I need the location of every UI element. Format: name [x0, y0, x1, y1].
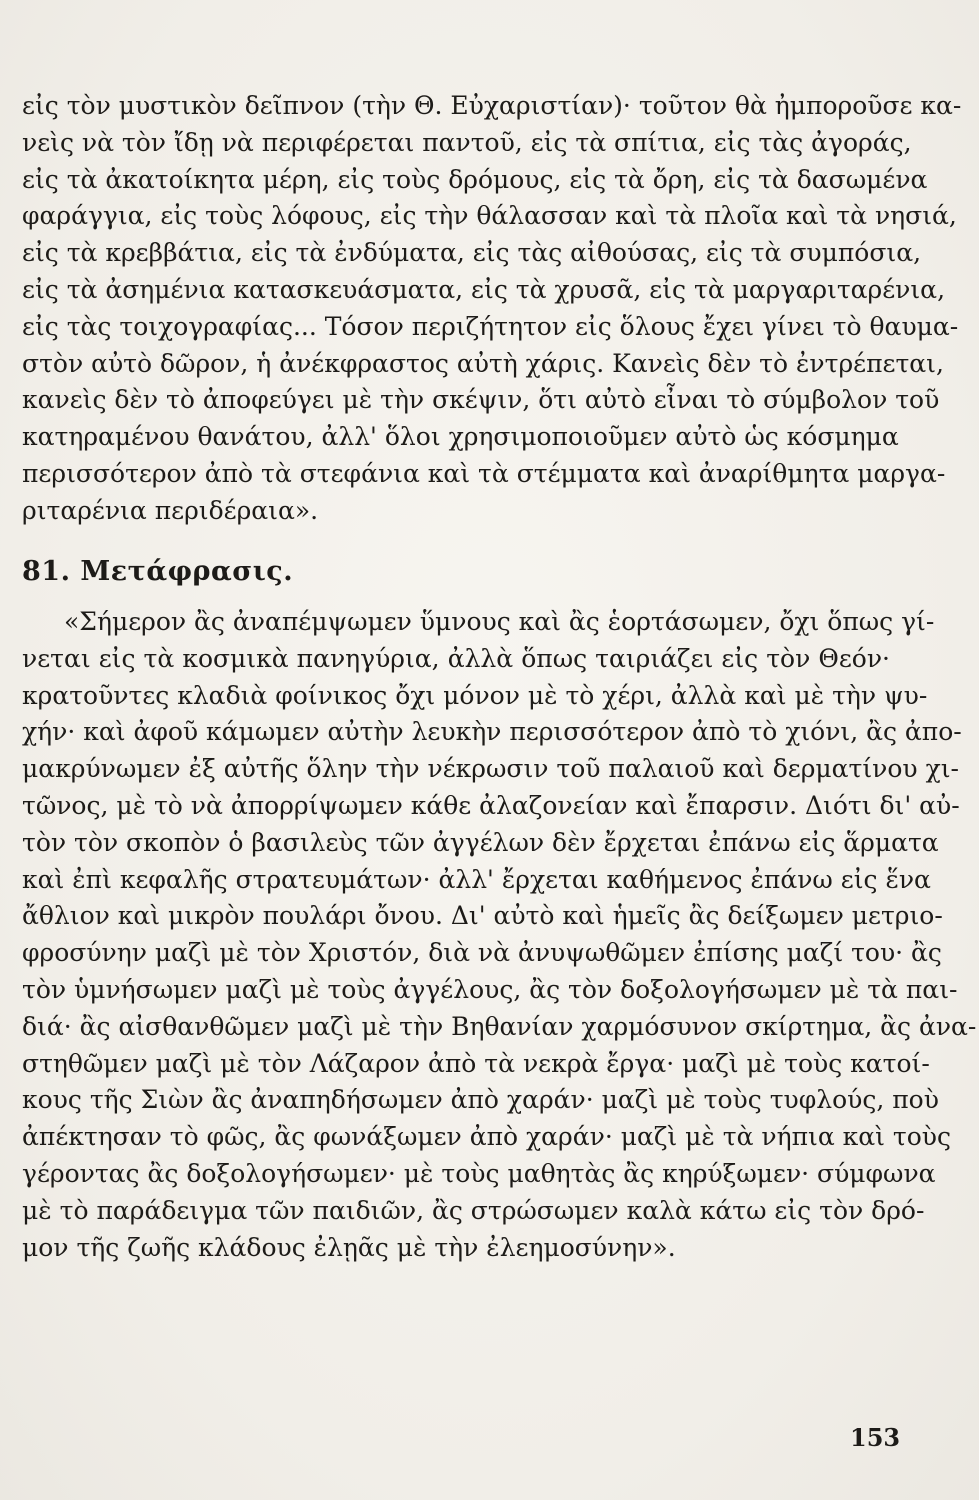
page-number: 153: [850, 1423, 901, 1452]
text-line: εἰς τὰς τοιχογραφίας... Τόσον περιζήτητον εἰς ὅλους ἔχει γίνει τὸ θαυμα-: [22, 311, 959, 341]
text-line: μακρύνωμεν ἐξ αὐτῆς ὅλην τὴν νέκρωσιν τοῦ παλαιοῦ καὶ δερματίνου χι-: [22, 754, 959, 784]
text-line: καὶ ἐπὶ κεφαλῆς στρατευμάτων· ἀλλ' ἔρχεται καθήμενος ἐπάνω εἰς ἕνα: [22, 864, 931, 894]
text-line: περισσότερον ἀπὸ τὰ στεφάνια καὶ τὰ στέμματα καὶ ἀναρίθμητα μαργα-: [22, 458, 946, 488]
text-line: ἄθλιον καὶ μικρὸν πουλάρι ὄνου. Δι' αὐτὸ καὶ ἡμεῖς ἂς δείξωμεν μετριο-: [22, 901, 943, 931]
translation-paragraph: [22, 604, 977, 1266]
text-line: μὲ τὸ παράδειγμα τῶν παιδιῶν, ἂς στρώσωμεν καλὰ κάτω εἰς τὸν δρό-: [22, 1195, 925, 1225]
text-line: τῶνος, μὲ τὸ νὰ ἀπορρίψωμεν κάθε ἀλαζονείαν καὶ ἔπαρσιν. Διότι δι' αὐ-: [22, 790, 960, 820]
text-line: εἰς τὰ ἀκατοίκητα μέρη, εἰς τοὺς δρόμους, εἰς τὰ ὄρη, εἰς τὰ δασωμένα: [22, 164, 928, 194]
text-line: μον τῆς ζωῆς κλάδους ἐλῃᾶς μὲ τὴν ἐλεημοσύνην».: [22, 1232, 676, 1262]
text-line: στηθῶμεν μαζὶ μὲ τὸν Λάζαρον ἀπὸ τὰ νεκρὰ ἔργα· μαζὶ μὲ τοὺς κατοί-: [22, 1048, 930, 1078]
text-line: κους τῆς Σιὼν ἂς ἀναπηδήσωμεν ἀπὸ χαράν· μαζὶ μὲ τοὺς τυφλούς, ποὺ: [22, 1085, 939, 1115]
text-line: ἀπέκτησαν τὸ φῶς, ἂς φωνάξωμεν ἀπὸ χαράν· μαζὶ μὲ τὰ νήπια καὶ τοὺς: [22, 1122, 951, 1152]
text-line: νεὶς νὰ τὸν ἴδῃ νὰ περιφέρεται παντοῦ, εἰς τὰ σπίτια, εἰς τὰς ἀγοράς,: [22, 127, 912, 157]
text-line: ριταρένια περιδέραια».: [22, 495, 319, 525]
text-line: φροσύνην μαζὶ μὲ τὸν Χριστόν, διὰ νὰ ἀνυψωθῶμεν ἐπίσης μαζί του· ἂς: [22, 938, 942, 968]
text-line: χήν· καὶ ἀφοῦ κάμωμεν αὐτὴν λευκὴν περισσότερον ἀπὸ τὸ χιόνι, ἂς ἀπο-: [22, 717, 962, 747]
text-line: νεται εἰς τὰ κοσμικὰ πανηγύρια, ἀλλὰ ὅπως ταιριάζει εἰς τὸν Θεόν·: [22, 643, 890, 673]
text-line: στὸν αὐτὸ δῶρον, ἡ ἀνέκφραστος αὐτὴ χάρις. Κανεὶς δὲν τὸ ἐντρέπεται,: [22, 348, 944, 378]
text-line: γέροντας ἂς δοξολογήσωμεν· μὲ τοὺς μαθητὰς ἂς κηρύξωμεν· σύμφωνα: [22, 1158, 936, 1188]
text-line: κανεὶς δὲν τὸ ἀποφεύγει μὲ τὴν σκέψιν, ὅτι αὐτὸ εἶναι τὸ σύμβολον τοῦ: [22, 385, 940, 415]
text-line: εἰς τὰ ἀσημένια κατασκευάσματα, εἰς τὰ χρυσᾶ, εἰς τὰ μαργαριταρένια,: [22, 274, 946, 304]
text-line: κρατοῦντες κλαδιὰ φοίνικος ὄχι μόνον μὲ τὸ χέρι, ἀλλὰ καὶ μὲ τὴν ψυ-: [22, 680, 928, 710]
text-line: τὸν ὑμνήσωμεν μαζὶ μὲ τοὺς ἀγγέλους, ἂς τὸν δοξολογήσωμεν μὲ τὰ παι-: [22, 974, 958, 1004]
text-line: κατηραμένου θανάτου, ἀλλ' ὅλοι χρησιμοποιοῦμεν αὐτὸ ὡς κόσμημα: [22, 422, 899, 452]
text-line: εἰς τὰ κρεββάτια, εἰς τὰ ἐνδύματα, εἰς τὰς αἰθούσας, εἰς τὰ συμπόσια,: [22, 238, 922, 268]
text-line: τὸν τὸν σκοπὸν ὁ βασιλεὺς τῶν ἀγγέλων δὲν ἔρχεται ἐπάνω εἰς ἅρματα: [22, 827, 939, 857]
text-line: «Σήμερον ἂς ἀναπέμψωμεν ὕμνους καὶ ἂς ἑορτάσωμεν, ὄχι ὅπως γί-: [64, 607, 935, 636]
text-line: εἰς τὸν μυστικὸν δεῖπνον (τὴν Θ. Εὐχαριστίαν)· τοῦτον θὰ ἠμποροῦσε κα-: [22, 91, 962, 120]
text-line: φαράγγια, εἰς τοὺς λόφους, εἰς τὴν θάλασσαν καὶ τὰ πλοῖα καὶ τὰ νησιά,: [22, 201, 957, 231]
continued-paragraph: [22, 88, 962, 530]
text-line: διά· ἂς αἰσθανθῶμεν μαζὶ μὲ τὴν Βηθανίαν χαρμόσυνον σκίρτημα, ἂς ἀνα-: [22, 1011, 977, 1041]
section-heading: 81. Μετάφρασις.: [22, 556, 294, 587]
